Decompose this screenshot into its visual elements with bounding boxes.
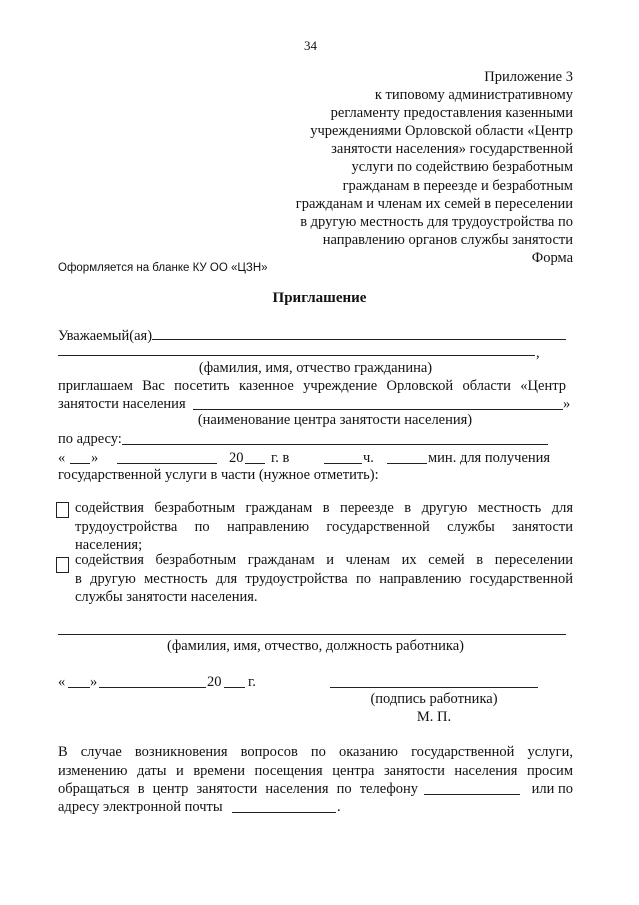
- footer-text: [58, 743, 573, 780]
- center-label: занятости населения: [58, 396, 186, 412]
- footer-email-suffix: .: [337, 799, 341, 815]
- option-2-row-3: службы занятости населения.: [75, 589, 258, 605]
- citizen-name-field[interactable]: [152, 326, 566, 340]
- date-open-quote: «: [58, 450, 66, 466]
- sign-year-field[interactable]: [224, 687, 245, 688]
- date-close-quote: »: [91, 450, 99, 466]
- email-field[interactable]: [232, 812, 336, 813]
- appendix-block: [253, 68, 573, 267]
- footer-row-4: адресу электронной почты: [58, 799, 223, 815]
- sign-year-prefix: 20: [207, 674, 222, 690]
- appendix-line: учреждениями Орловской области «Центр: [310, 123, 573, 140]
- sign-day-field[interactable]: [68, 687, 90, 688]
- option-1-row-3: населения;: [75, 537, 143, 553]
- option-2-text: [75, 551, 573, 607]
- year-field[interactable]: [245, 463, 265, 464]
- option-1-text: [75, 499, 573, 555]
- appendix-line: регламенту предоставления казенными: [330, 105, 573, 122]
- footer-row-3: обращаться в центр занятости населения по телефону: [58, 781, 418, 797]
- stamp-label: М. П.: [416, 709, 452, 725]
- option-2-row-2: в другую местность для трудоустройства по направлению государственной: [75, 570, 573, 587]
- footer-row-1: В случае возникновения вопросов по оказанию государственной услуги,: [58, 744, 573, 760]
- appendix-line: в другую местность для трудоустройства по: [300, 213, 573, 230]
- appendix-line: направлению органов службы занятости: [322, 231, 573, 248]
- appendix-line: услуги по содействию безработным: [351, 159, 573, 176]
- center-name-field[interactable]: [193, 409, 563, 410]
- document-title: Приглашение: [272, 290, 367, 306]
- sign-year-suffix: г.: [248, 674, 256, 690]
- option-2-checkbox[interactable]: [56, 557, 69, 573]
- footer-row-2: изменению даты и времени посещения центра занятости населения просим: [58, 762, 573, 779]
- invitation-line1: приглашаем Вас посетить казенное учреждение Орловской области «Центр: [58, 378, 566, 394]
- footer-phone-suffix: или по: [531, 781, 573, 797]
- sign-date-close-quote: »: [90, 674, 98, 690]
- invitation-line2: [58, 395, 186, 413]
- year-suffix: г. в: [271, 450, 290, 466]
- appendix-line: гражданам в переезде и безработным: [342, 177, 573, 194]
- year-prefix: 20: [229, 450, 244, 466]
- option-1-row-1: содействия безработным гражданам в переезде в другую местность для: [75, 500, 573, 516]
- minutes-label: мин. для получения: [428, 450, 551, 466]
- month-field[interactable]: [117, 463, 217, 464]
- hours-label: ч.: [363, 450, 374, 466]
- option-1-checkbox[interactable]: [56, 502, 69, 518]
- appendix-line: гражданам и членам их семей в переселении: [295, 195, 573, 212]
- sign-month-field[interactable]: [99, 687, 206, 688]
- greeting-label: Уважаемый(ая): [58, 328, 153, 344]
- worker-name-field[interactable]: [58, 634, 566, 635]
- page-number: 34: [304, 38, 317, 53]
- minutes-field[interactable]: [387, 463, 427, 464]
- option-1-row-2: трудоустройства по направлению государственной службы занятости: [75, 518, 573, 535]
- center-name-caption: (наименование центра занятости населения): [197, 412, 473, 428]
- day-field[interactable]: [70, 463, 90, 464]
- phone-field[interactable]: [424, 794, 520, 795]
- hours-field[interactable]: [324, 463, 362, 464]
- signature-caption: (подпись работника): [370, 691, 498, 707]
- appendix-line: к типовому административному: [374, 87, 573, 104]
- option-2-row-1: содействия безработным гражданам и членам их семей в переселении: [75, 552, 573, 568]
- appendix-line: Приложение 3: [484, 69, 573, 85]
- address-field[interactable]: [122, 444, 548, 445]
- sign-date-open-quote: «: [58, 674, 66, 690]
- blank-note: Оформляется на бланке КУ ОО «ЦЗН»: [58, 262, 268, 274]
- address-label: по адресу:: [58, 431, 122, 447]
- worker-signature-field[interactable]: [330, 687, 538, 688]
- worker-caption: (фамилия, имя, отчество, должность работника): [166, 638, 464, 654]
- greeting-comma: ,: [536, 345, 540, 361]
- appendix-line: Форма: [531, 249, 573, 266]
- appendix-line: занятости населения» государственной: [331, 141, 573, 158]
- center-close-quote: »: [563, 396, 571, 412]
- citizen-name-caption: (фамилия, имя, отчество гражданина): [198, 360, 433, 376]
- citizen-name-field-line2[interactable]: [58, 355, 535, 356]
- service-choice-line: государственной услуги в части (нужное отметить):: [58, 467, 379, 483]
- greeting-line: [58, 326, 566, 345]
